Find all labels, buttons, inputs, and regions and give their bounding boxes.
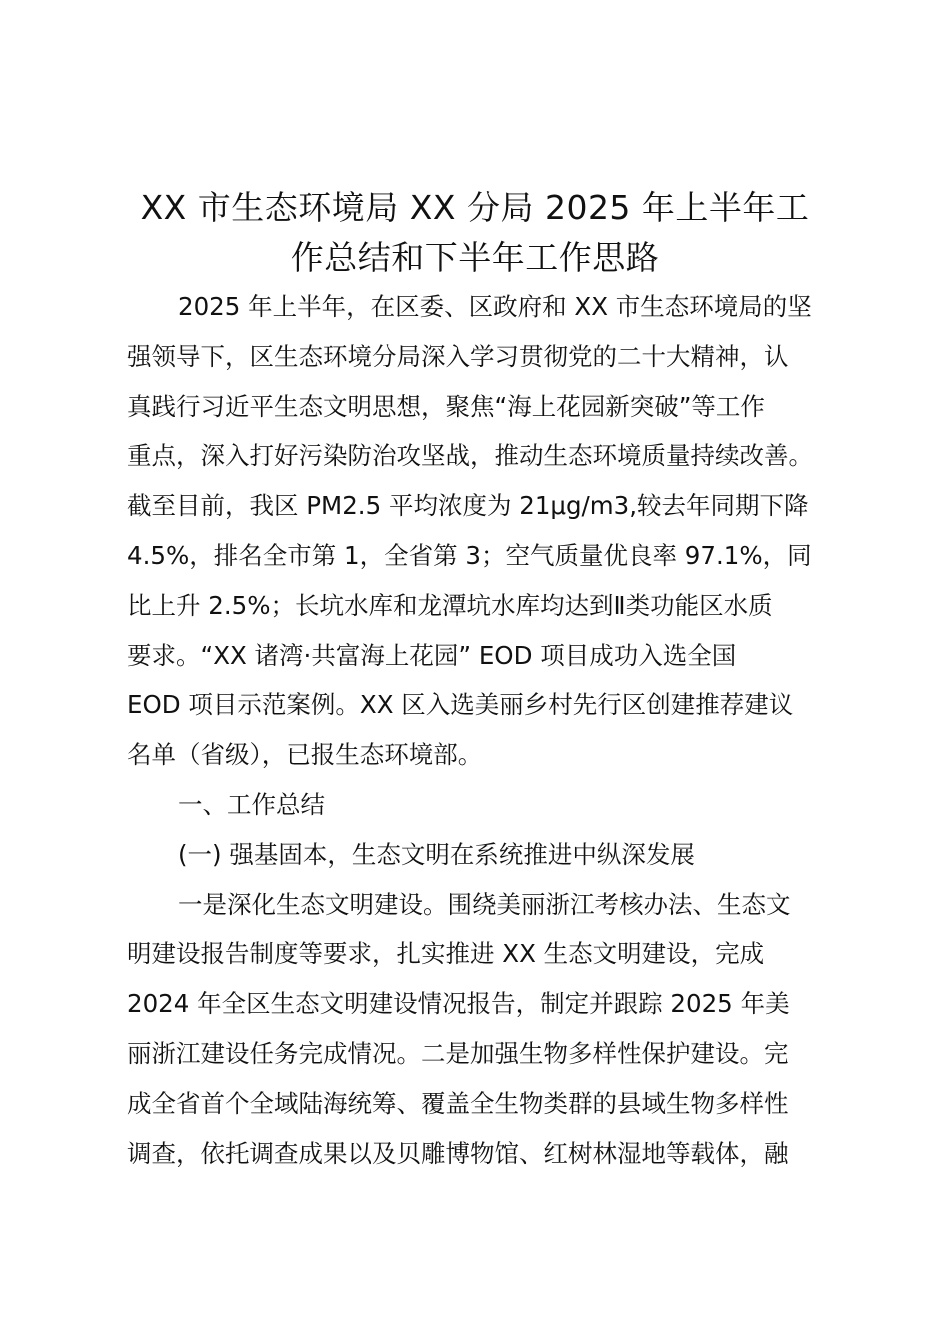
paragraph-line: 要求。“XX 诸湾·共富海上花园” EOD 项目成功入选全国 (127, 640, 737, 670)
paragraph-line: 2025 年上半年，在区委、区政府和 XX 市生态环境局的坚 (178, 292, 812, 321)
paragraph-line: 成全省首个全域陆海统筹、覆盖全生物类群的县域生物多样性 (127, 1088, 789, 1118)
paragraph-line: (一) 强基固本，生态文明在系统推进中纵深发展 (178, 839, 695, 869)
paragraph-line: 真践行习近平生态文明思想，聚焦“海上花园新突破”等工作 (127, 391, 765, 421)
paragraph-line: 比上升 2.5%；长坑水库和龙潭坑水库均达到Ⅱ类功能区水质 (127, 590, 773, 620)
paragraph-line: 一是深化生态文明建设。围绕美丽浙江考核办法、生态文 (178, 889, 791, 919)
paragraph-line: 截至目前，我区 PM2.5 平均浓度为 21μg/m3,较去年同期下降 (127, 491, 809, 521)
document-title (120, 183, 830, 283)
document-body (127, 282, 837, 1178)
paragraph-line: 明建设报告制度等要求，扎实推进 XX 生态文明建设，完成 (127, 939, 765, 969)
paragraph-line: 调查，依托调查成果以及贝雕博物馆、红树林湿地等载体，融 (127, 1138, 789, 1168)
paragraph-line: 丽浙江建设任务完成情况。二是加强生物多样性保护建设。完 (127, 1038, 789, 1068)
paragraph-line: 重点，深入打好污染防治攻坚战，推动生态环境质量持续改善。 (127, 441, 813, 471)
title-line-2: 作总结和下半年工作思路 (290, 238, 660, 277)
paragraph-line: 2024 年全区生态文明建设情况报告，制定并跟踪 2025 年美 (127, 989, 790, 1019)
paragraph-line: 4.5%，排名全市第 1，全省第 3；空气质量优良率 97.1%，同 (127, 540, 812, 570)
paragraph-line: 名单（省级），已报生态环境部。 (127, 740, 483, 770)
paragraph-line: 强领导下，区生态环境分局深入学习贯彻党的二十大精神，认 (127, 341, 789, 371)
title-line-1: XX 市生态环境局 XX 分局 2025 年上半年工 (140, 188, 810, 227)
paragraph-line: EOD 项目示范案例。XX 区入选美丽乡村先行区创建推荐建议 (127, 690, 794, 720)
paragraph-line: 一、工作总结 (178, 789, 325, 819)
